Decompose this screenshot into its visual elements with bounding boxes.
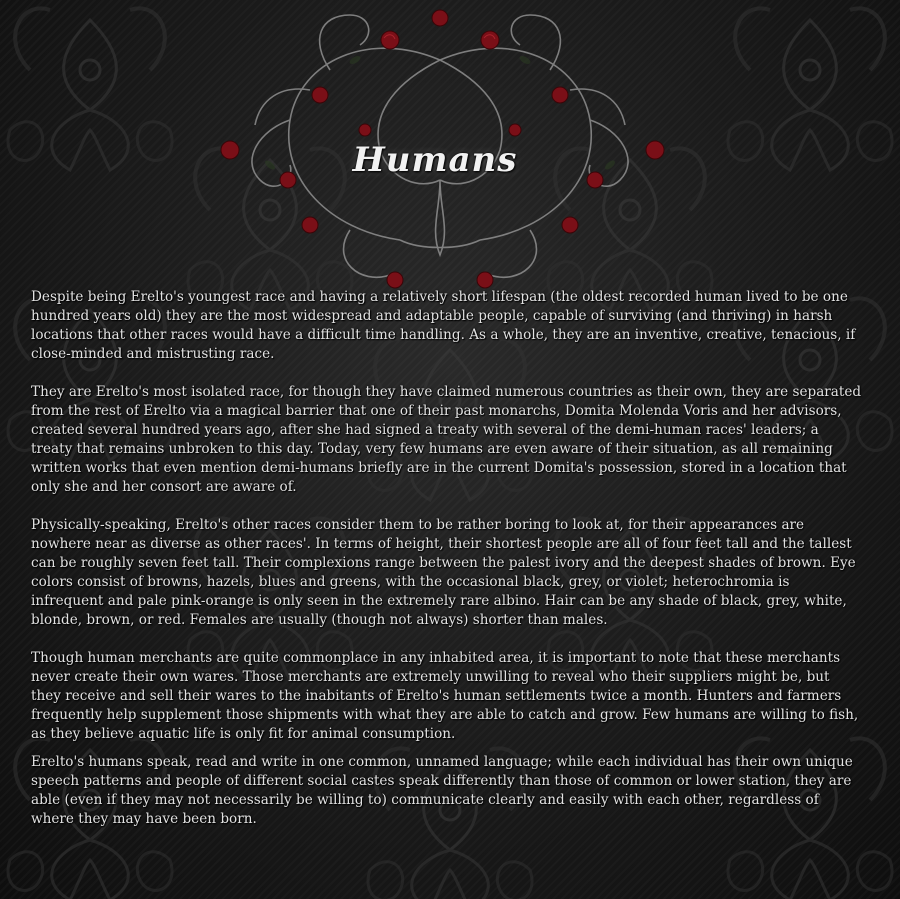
paragraph-merchants: Though human merchants are quite commonplace in any inhabited area, it is important to note that these merchants never create their own wares. Those merchants are extremely unwilling to reveal who their suppliers might be, but they receive and sell their wares to the inabitants of Erelto's human settlements twice a month. Hunters and farmers frequently help supplement those shipments with what they are able to catch and grow. Few humans are willing to fish, as they believe aquatic life is only fit for animal consumption. bbox=[31, 650, 859, 742]
paragraph-language: Erelto's humans speak, read and write in one common, unnamed language; while each individual has their own unique speech patterns and people of different social castes speak differently than those of common or lower station, they are able (even if they may not necessarily be willing to) communicate clearly and easily with each other, regardless of where they may have been born. bbox=[31, 754, 853, 827]
page-title: Humans bbox=[352, 140, 518, 180]
article-body bbox=[31, 288, 863, 848]
paragraph-appearance: Physically-speaking, Erelto's other races consider them to be rather boring to look at, for their appearances are nowhere near as diverse as other races'. In terms of height, their shortest people are all of four feet tall and the tallest can be roughly seven feet tall. Their complexions range between the palest ivory and the deepest shades of brown. Eye colors consist of browns, hazels, blues and greens, with the occasional black, grey, or violet; heterochromia is infrequent and pale pink-orange is only seen in the extremely rare albino. Hair can be any shade of black, grey, white, blonde, brown, or red. Females are usually (though not always) shorter than males. bbox=[31, 517, 856, 628]
paragraph-intro: Despite being Erelto's youngest race and having a relatively short lifespan (the oldest recorded human lived to be one hundred years old) they are the most widespread and adaptable people, capable of surviving (and thriving) in harsh locations that other races would have a difficult time handling. As a whole, they are an inventive, creative, tenacious, if close-minded and mistrusting race. bbox=[31, 289, 856, 362]
paragraph-isolation: They are Erelto's most isolated race, for though they have claimed numerous countries as their own, they are separated from the rest of Erelto via a magical barrier that one of their past monarchs, Domita Molenda Voris and her advisors, created several hundred years ago, after she had signed a treaty with several of the demi-human races' leaders; a treaty that remains unbroken to this day. Today, very few humans are even aware of their situation, as all remaining written works that even mention demi-humans briefly are in the current Domita's possession, stored in a location that only she and her consort are aware of. bbox=[31, 384, 862, 495]
